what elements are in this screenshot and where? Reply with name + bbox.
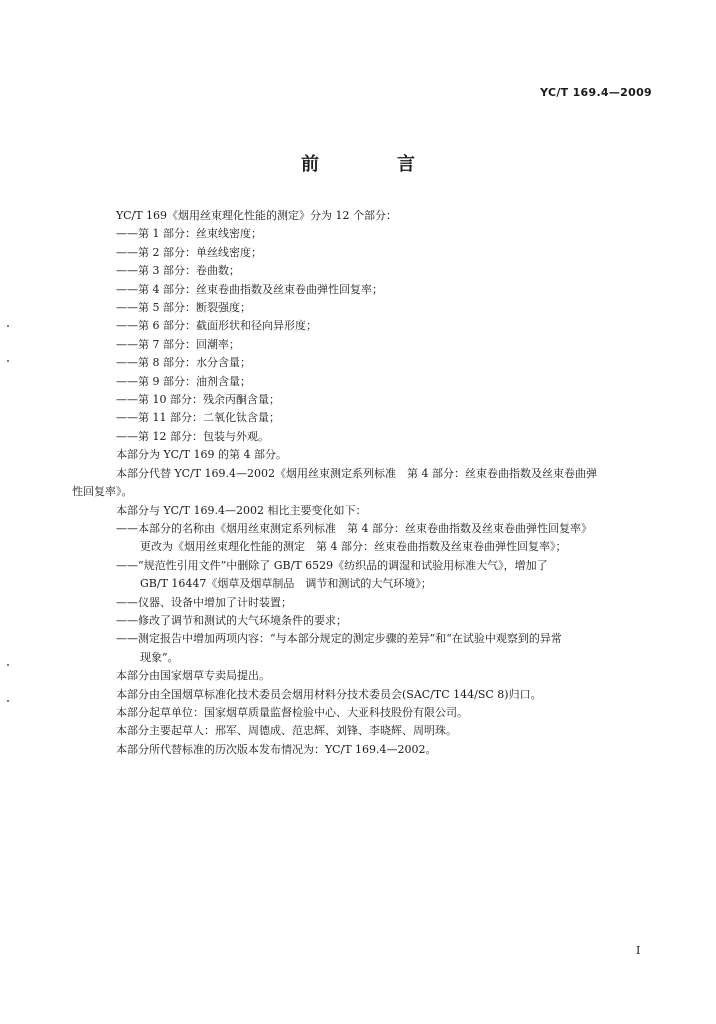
part-item: ——第 6 部分：截面形状和径向异形度； — [116, 319, 317, 333]
part-item: ——第 3 部分：卷曲数； — [116, 264, 240, 278]
replaces-line-2: 性回复率》。 — [72, 485, 133, 499]
part-item: ——第 5 部分：断裂强度； — [116, 301, 251, 315]
part-item: ——第 10 部分：残余丙酮含量； — [116, 393, 280, 407]
change-1-line-2: 更改为《烟用丝束理化性能的测定 第 4 部分：丝束卷曲指数及丝束卷曲弹性回复率》； — [140, 540, 567, 554]
change-item-4: ——修改了调节和测试的大气环境条件的要求； — [116, 613, 347, 627]
part-item: ——第 1 部分：丝束线密度； — [116, 227, 262, 241]
change-5-line-2: 现象”。 — [140, 650, 179, 664]
history-paragraph: 本部分所代替标准的历次版本发布情况为：YC/T 169.4—2002。 — [116, 742, 437, 756]
page-number: I — [636, 944, 641, 957]
change-item-1 — [92, 520, 662, 557]
proposed-paragraph: 本部分由国家烟草专卖局提出。 — [116, 669, 270, 683]
change-item-3: ——仪器、设备中增加了计时装置； — [116, 595, 292, 609]
change-2-line-2: GB/T 16447《烟草及烟草制品 调节和测试的大气环境》； — [140, 577, 432, 591]
this-part-paragraph: 本部分为 YC/T 169 的第 4 部分。 — [116, 448, 288, 462]
part-item: ——第 12 部分：包装与外观。 — [116, 429, 269, 443]
changes-intro: 本部分与 YC/T 169.4—2002 相比主要变化如下： — [116, 503, 367, 517]
drafters-paragraph: 本部分主要起草人：邢军、周德成、范忠辉、刘锋、李晓辉、周明珠。 — [116, 724, 457, 738]
part-item: ——第 7 部分：回潮率； — [116, 337, 240, 351]
drafting-units-paragraph: 本部分起草单位：国家烟草质量监督检验中心、大亚科技股份有限公司。 — [116, 705, 468, 719]
replaces-paragraph — [72, 465, 662, 502]
change-item-5 — [92, 630, 662, 667]
scan-mark — [7, 325, 9, 327]
part-item: ——第 9 部分：油剂含量； — [116, 374, 251, 388]
standard-code: YC/T 169.4—2009 — [540, 86, 652, 99]
centralized-paragraph: 本部分由全国烟草标准化技术委员会烟用材料分技术委员会(SAC/TC 144/SC 8)归口。 — [116, 687, 542, 701]
scan-mark — [7, 664, 9, 666]
intro-paragraph: YC/T 169《烟用丝束理化性能的测定》分为 12 个部分： — [116, 209, 398, 222]
part-item: ——第 8 部分：水分含量； — [116, 356, 251, 370]
change-5-line-1: ——测定报告中增加两项内容：“与本部分规定的测定步骤的差异”和“在试验中观察到的异常 — [116, 632, 562, 646]
scan-mark — [7, 360, 9, 362]
part-item: ——第 4 部分：丝束卷曲指数及丝束卷曲弹性回复率； — [116, 282, 383, 296]
part-item: ——第 2 部分：单丝线密度； — [116, 245, 262, 259]
change-item-2 — [92, 557, 662, 594]
part-item: ——第 11 部分：二氧化钛含量； — [116, 411, 280, 425]
scan-mark — [7, 700, 9, 702]
replaces-line-1: 本部分代替 YC/T 169.4—2002《烟用丝束测定系列标准 第 4 部分：丝束卷曲指数及丝束卷曲弹 — [116, 466, 597, 480]
change-1-line-1: ——本部分的名称由《烟用丝束测定系列标准 第 4 部分：丝束卷曲指数及丝束卷曲弹性回复率》 — [116, 521, 592, 535]
page-title: 前 言 — [301, 154, 445, 175]
foreword-body — [72, 207, 662, 759]
change-2-line-1: ——“规范性引用文件”中删除了 GB/T 6529《纺织品的调湿和试验用标准大气》，增加了 — [116, 558, 548, 572]
